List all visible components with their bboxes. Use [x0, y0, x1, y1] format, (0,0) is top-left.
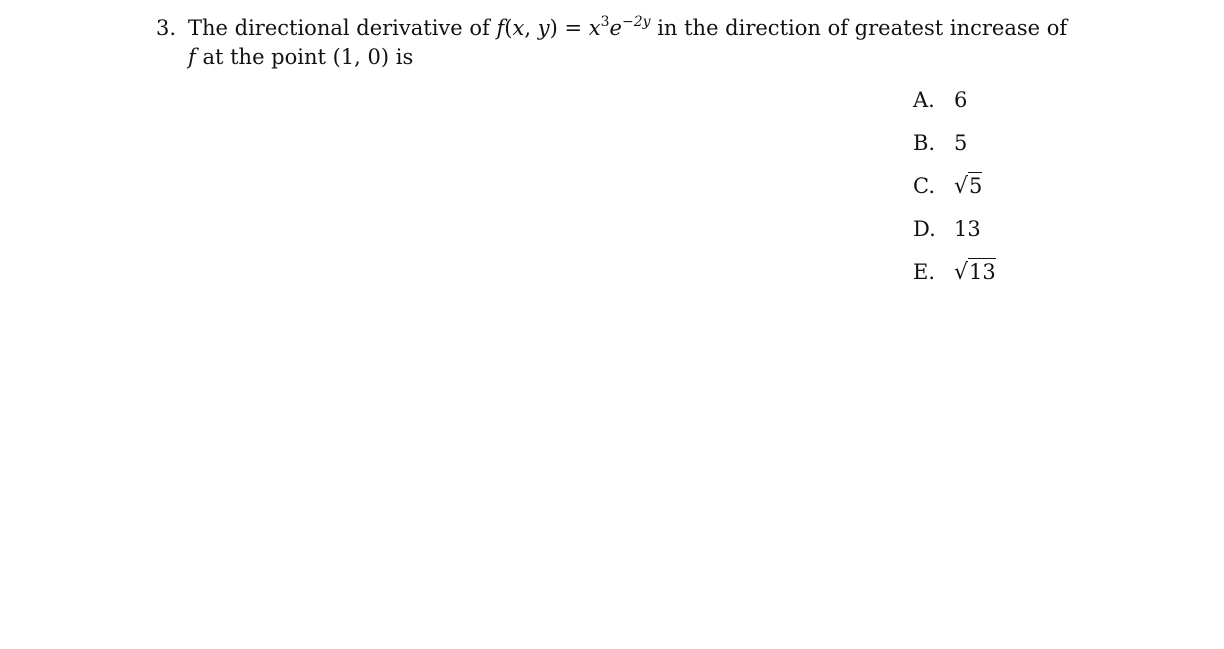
exponent-3: 3	[600, 14, 610, 30]
function-name: f	[496, 16, 505, 40]
question-3	[156, 14, 1116, 72]
option-letter: C.	[913, 174, 935, 198]
option-c	[913, 172, 996, 215]
option-b	[913, 129, 996, 172]
option-radicand: 13	[969, 260, 996, 284]
option-letter: E.	[913, 260, 936, 284]
paren-close: )	[549, 16, 558, 40]
question-tail-text: in the direction of greatest increase of	[657, 16, 1068, 40]
option-a	[913, 86, 996, 129]
option-value: 5	[954, 131, 968, 155]
equals-sign: =	[564, 16, 583, 40]
option-letter: B.	[913, 131, 936, 155]
question-line-2	[156, 43, 1116, 72]
function-expression	[497, 16, 651, 40]
exponent-neg2y: −2y	[621, 14, 651, 30]
question-intro-text: The directional derivative of	[188, 16, 490, 40]
variable-y: y	[537, 16, 550, 40]
option-d	[913, 215, 996, 258]
option-letter: D.	[913, 217, 936, 241]
variable-x: x	[512, 16, 525, 40]
question-line2-text: at the point (1, 0) is	[202, 45, 414, 69]
sqrt-symbol: √	[954, 260, 969, 285]
option-e	[913, 258, 996, 301]
question-number: 3.	[156, 16, 177, 40]
question-line-1	[156, 14, 1116, 43]
base-e: e	[609, 16, 622, 40]
base-x: x	[588, 16, 601, 40]
option-value: 13	[954, 217, 981, 241]
option-value: 6	[954, 88, 968, 112]
paren-open: (	[504, 16, 513, 40]
sqrt-symbol: √	[954, 174, 969, 199]
answer-options	[913, 86, 996, 301]
comma: ,	[524, 16, 532, 40]
option-radicand: 5	[969, 174, 983, 198]
option-letter: A.	[913, 88, 935, 112]
function-name-line2: f	[188, 45, 196, 69]
